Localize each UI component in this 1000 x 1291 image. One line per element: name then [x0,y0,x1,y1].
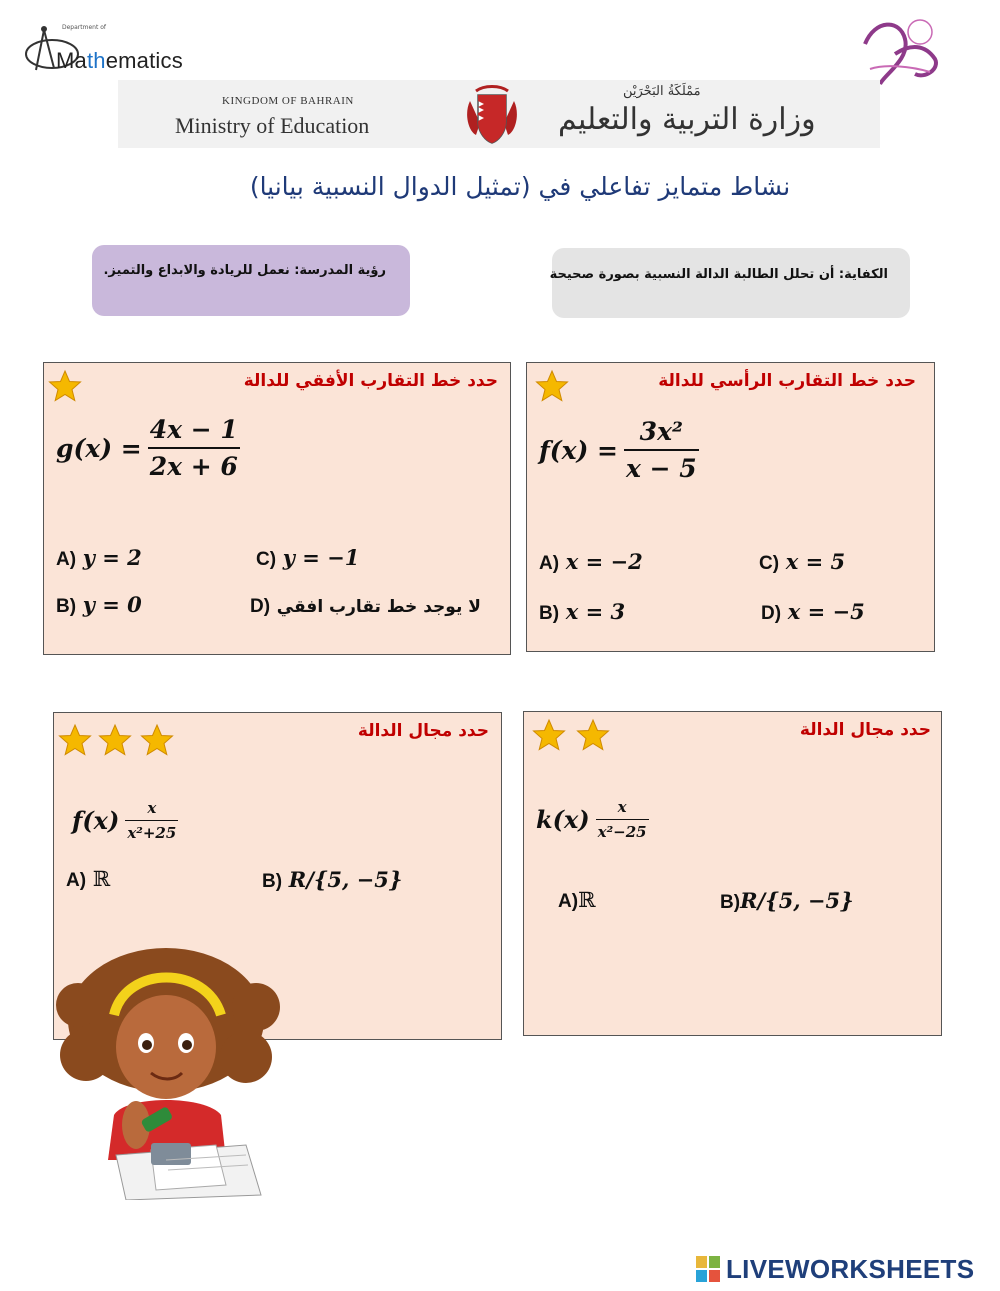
function-expression: g(x) = $\frac{4x - 1}{2x + 6}$ [56,415,238,481]
liveworksheets-brand: LIVEWORKSHEETS [726,1254,975,1284]
question-card-horizontal-asymptote [43,362,511,655]
liveworksheets-icon [696,1256,722,1284]
logo-word: Mathematics [56,48,183,73]
ministry-label: Ministry of Education [175,113,370,138]
mathematics-logo [22,20,192,80]
star-icon [48,369,82,403]
card-title: حدد مجال الدالة [357,721,489,741]
option-d[interactable]: D) x = −5 [761,599,865,624]
option-b[interactable]: B) x = 3 [539,599,626,624]
option-b[interactable]: B)R/{5, −5} [720,888,854,913]
question-card-vertical-asymptote [526,362,935,652]
star-icon [140,723,174,757]
option-c[interactable]: C) x = 5 [759,549,846,574]
competency-text: الكفاية: أن تحلل الطالبة الدالة النسبية بصورة صحيحة [549,267,888,282]
ministry-label-ar: وزارة التربية والتعليم [558,102,816,137]
bahrain-crest-icon [462,83,522,147]
star-icon [98,723,132,757]
option-a[interactable]: A) x = −2 [539,549,643,574]
option-a[interactable]: A) y = 2 [56,545,142,570]
option-b[interactable]: B) R/{5, −5} [262,867,403,892]
card-title: حدد مجال الدالة [799,720,931,740]
function-expression: f(x) = $\frac{\text{3x²}}{x - 5}$ [539,417,697,483]
kingdom-label: KINGDOM OF BAHRAIN [222,95,354,107]
student-illustration [56,945,286,1200]
function-expression: k(x) $\frac{x}{\text{x²−25}}$ [536,798,647,841]
star-icon [535,369,569,403]
option-b[interactable]: B) y = 0 [56,592,142,617]
page-title: نشاط متمايز تفاعلي في (تمثيل الدوال النسبية بيانيا) [249,172,791,201]
logo-dept: Department of [62,24,106,31]
option-d[interactable]: D) لا يوجد خط تقارب افقي [250,596,481,617]
kingdom-label-ar: مَمْلَكَةُ البَحْرَيْن [623,84,701,99]
star-icon [576,718,610,752]
liveworksheets-logo [696,1252,996,1286]
option-c[interactable]: C) y = −1 [256,545,360,570]
question-card-domain-2 [523,711,942,1036]
school-vision-text: رؤية المدرسة: نعمل للريادة والابداع والتميز. [103,263,386,278]
function-expression: f(x) $\frac{x}{\text{x²+25}}$ [72,799,177,842]
competency-box [549,248,910,318]
star-icon [532,718,566,752]
card-title: حدد خط التقارب الرأسي للدالة [658,371,916,391]
card-title: حدد خط التقارب الأفقي للدالة [243,371,498,391]
option-a[interactable]: A) ℝ [66,867,111,891]
school-vision-box [92,245,410,316]
option-a[interactable]: A)ℝ [558,888,596,912]
star-icon [58,723,92,757]
